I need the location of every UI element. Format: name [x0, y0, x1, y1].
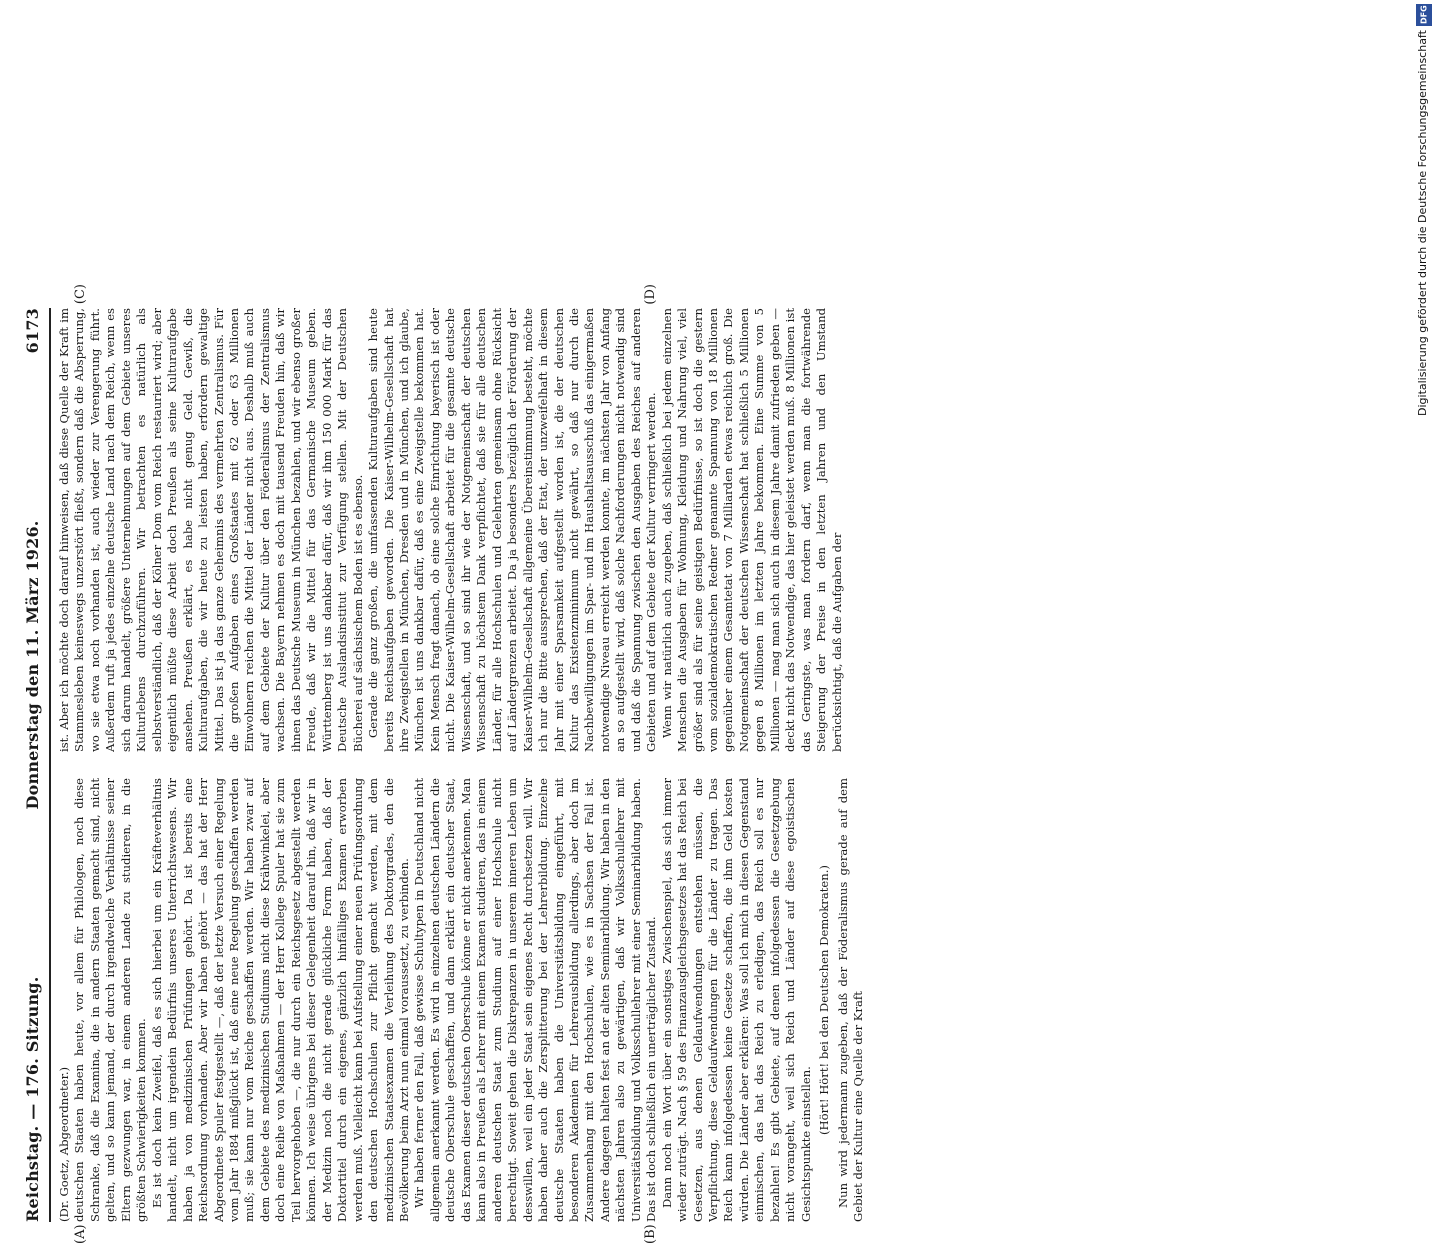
dfg-logo: DFG — [1416, 4, 1432, 26]
paragraph: Nun wird jedermann zugeben, daß der Föderalismus gerade auf dem Gebiet der Kultur eine Quelle der Kraft — [835, 778, 866, 1222]
paragraph: Wir haben ferner den Fall, daß gewisse Schultypen in Deutschland nicht allgemein anerkannt werden. Es wird in einzelnen deutschen Ländern die deutsche Oberschule geschaffen, und dann erklärt ein deutscher Staat, das Examen dieser deutschen Oberschule könne er nicht anerkennen. Man kann also in Preußen als Lehrer mit einem Examen studieren, das in einem anderen deutschen Staat zum Studium auf einer Hochschule nicht berechtigt. Soweit gehen die Diskrepanzen in unserem inneren Leben um desswillen, weil ein jeder Staat sein eigenes Recht durchsetzen will. Wir haben daher auch die Zersplitterung bei der Lehrerbildung. Einzelne deutsche Staaten haben die Universitätsbildung eingeführt, mit besonderen Akademien für Lehrerausbildung allerdings, aber doch im Zusammenhang mit den Hochschulen, wie es in Sachsen der Fall ist. Andere dagegen halten fest an der alten Seminarbildung. Wir haben in den nächsten Jahren also zu gewärtigen, daß wir Volksschullehrer mit Universitätsbildung und Volksschullehrer mit einer Seminarbildung haben. Das ist doch schließlich ein unerträglicher Zustand. — [412, 778, 659, 1222]
header-rule — [49, 308, 51, 1222]
running-head — [23, 308, 45, 1222]
header-date: Donnerstag den 11. März 1926. — [23, 520, 42, 810]
paragraph: ist. Aber ich möchte doch darauf hinweisen, daß diese Quelle der Kraft im Stammesleben keineswegs unzerstört fließt, sondern daß die Absperrung, wo sie etwa noch vorhanden ist, auch wieder zur Verengerung führt. Außerdem ruft ja jedes einzelne deutsche Land nach dem Reich, wenn es sich darum handelt, größere Unternehmungen auf dem Gebiete unseres Kulturlebens durchzuführen. Wir betrachten es natürlich als selbstverständlich, daß der Kölner Dom vom Reich restauriert wird; aber eigentlich müßte diese Arbeit doch Preußen als seine Kulturaufgabe ansehen. Preußen erklärt, es habe nicht genug Geld. Gewiß, die Kulturaufgaben, die wir heute zu leisten haben, erfordern gewaltige Mittel. Das ist ja das ganze Geheimnis des vermehrten Zentralismus. Für die großen Aufgaben eines Großstaates mit 62 oder 63 Millionen Einwohnern reichen die Mittel der Länder nicht aus. Deshalb muß auch auf dem Gebiete der Kultur über den Föderalismus der Zentralismus wachsen. Die Bayern nehmen es doch mit tausend Freuden hin, daß wir ihnen das Deutsche Museum in München bezahlen, und wir ebenso großer Freude, daß wir die Mittel für das Germanische Museum geben. Württemberg ist uns dankbar dafür, daß wir ihm 150 000 Mark für das Deutsche Auslandsinstitut zur Verfügung stellen. Mit der Deutschen Bücherei auf sächsischem Boden ist es ebenso. — [57, 308, 365, 752]
margin-marker-a: (A) — [73, 1224, 88, 1244]
header-left: Reichstag. — 176. Sitzung. — [23, 976, 42, 1222]
margin-marker-c: (C) — [73, 284, 88, 305]
column-right — [57, 308, 1183, 752]
paragraph: deutschen Staaten haben heute, vor allem für Philologen, noch diese Schranke, daß die Examina, die in andern Staaten gemacht sind, nicht gelten, und so kann jemand, der durch irgendwelche Verhältnisse seiner Eltern gezwungen war, in einem anderen Lande zu studieren, in die größten Schwierigkeiten kommen. — [72, 778, 149, 1222]
margin-marker-b: (B) — [643, 1224, 658, 1244]
paragraph: Es ist doch kein Zweifel, daß es sich hierbei um ein Kräfteverhältnis handelt, nicht um irgendein Bedürfnis unseres Unterrichtswesens. Wir haben ja von medizinischen Prüfungen gehört. Da ist bereits eine Reichsordnung vorhanden. Aber wir haben gehört — das hat der Herr Abgeordnete Spuler festgestellt —, daß der letzte Versuch einer Regelung vom Jahr 1884 mißglückt ist, daß eine neue Regelung geschaffen werden muß; sie kann nur vom Reiche geschaffen werden. Wir haben zwar auf dem Gebiete des medizinischen Studiums nicht diese Krähwinkelei, aber doch eine Reihe von Maßnahmen — der Herr Kollege Spuler hat sie zum Teil hervorgehoben —, die nur durch ein Reichsgesetz abgestellt werden können. Ich weise übrigens bei dieser Gelegenheit darauf hin, daß wir in der Medizin noch die nicht gerade glückliche Form haben, daß der Doktortitel durch ein eigenes, gänzlich hinfälliges Examen erworben werden muß. Vielleicht kann bei Aufstellung einer neuen Prüfungsordnung den deutschen Hochschulen zur Pflicht gemacht werden, mit dem medizinischen Staatsexamen die Verleihung des Doktorgrades, den die Bevölkerung beim Arzt nun einmal voraussetzt, zu verbinden. — [149, 778, 411, 1222]
paragraph: Gerade die ganz großen, die umfassenden Kulturaufgaben sind heute bereits Reichsaufgaben geworden. Die Kaiser-Wilhelm-Gesellschaft hat ihre Zweigstellen in München, Dresden und in München, und ich glaube, München ist uns dankbar dafür, daß es eine Zweigstelle bekommen hat. Kein Mensch fragt danach, ob eine solche Einrichtung bayerisch ist oder nicht. Die Kaiser-Wilhelm-Gesellschaft arbeitet für die gesamte deutsche Wissenschaft, und so sind ihr wie der Notgemeinschaft der deutschen Wissenschaft zu höchstem Dank verpflichtet, daß sie für alle deutschen Länder, für alle Hochschulen und Gelehrten gemeinsam ohne Rücksicht auf Ländergrenzen arbeitet. Da ja besonders bezüglich der Förderung der Kaiser-Wilhelm-Gesellschaft allgemeine Übereinstimmung besteht, möchte ich nur die Bitte aussprechen, daß der Etat, der unzweifelhaft in diesem Jahr mit einer Sparsamkeit aufgestellt worden ist, die der deutschen Kultur das Existenzminimum nicht gewährt, so daß nur durch die Nachbewilligungen im Spar- und im Haushaltsausschuß das einigermaßen notwendige Niveau erreicht werden konnte, im nächsten Jahr von Anfang an so aufgestellt wird, daß solche Nachforderungen nicht notwendig sind und daß die Spannung zwischen den Ausgaben des Reiches auf anderen Gebieten und auf dem Gebiete der Kultur verringert werden. — [366, 308, 659, 752]
document-page — [0, 280, 1203, 1250]
interjection: (Hört! Hört! bei den Deutschen Demokraten.) — [817, 865, 832, 1135]
text-columns — [57, 308, 1183, 1222]
page-number: 6173 — [23, 308, 42, 354]
paragraph: Wenn wir natürlich auch zugeben, daß schließlich bei jedem einzelnen Menschen die Ausgaben für Wohnung, Kleidung und Nahrung viel, viel größer sind als für seine geistigen Bedürfnisse, so ist doch die gestern vom sozialdemokratischen Redner genannte Spannung von 18 Millionen gegenüber einem Gesamtetat von 7 Milliarden etwas reichlich groß. Die Notgemeinschaft der deutschen Wissenschaft hat schließlich 5 Millionen gegen 8 Millionen im letzten Jahre bekommen. Eine Summe von 5 Millionen — mag man sich auch in diesem Jahre damit zufrieden geben — deckt nicht das Notwendige, das hier geleistet werden muß. 8 Millionen ist das Geringste, was man fordern darf, wenn man die fortwährende Steigerung der Preise in den letzten Jahren und den Umstand berücksichtigt, daß die Aufgaben der — [659, 308, 844, 752]
speaker-line: (Dr. Goetz, Abgeordneter.) — [57, 1066, 71, 1222]
paragraph: Dann noch ein Wort über ein sonstiges Zwischenspiel, das sich immer wieder zuträgt. Nach § 59 des Finanzausgleichsgesetzes hat das Reich bei Gesetzen, aus denen Geldaufwendungen entstehen müssen, die Verpflichtung, diese Geldaufwendungen für die Länder zu tragen. Das Reich kann infolgedessen keine Gesetze schaffen, die ihm Geld kosten würden. Die Länder aber erklären: Was soll ich mich in diesen Gegenstand einmischen, das hat das Reich zu erledigen, das Reich soll es nur bezahlen! Es gibt Gebiete, auf denen infolgedessen die Gesetzgebung nicht vorangeht, weil sich Reich und Länder auf diese egoistischen Gesichtspunkte einstellen. — [659, 778, 813, 1222]
margin-marker-d: (D) — [643, 284, 658, 305]
dfg-text: Digitalisierung gefördert durch die Deutsche Forschungsgemeinschaft — [1416, 30, 1429, 416]
column-left — [57, 778, 1183, 1222]
dfg-sidenote — [1414, 5, 1434, 810]
